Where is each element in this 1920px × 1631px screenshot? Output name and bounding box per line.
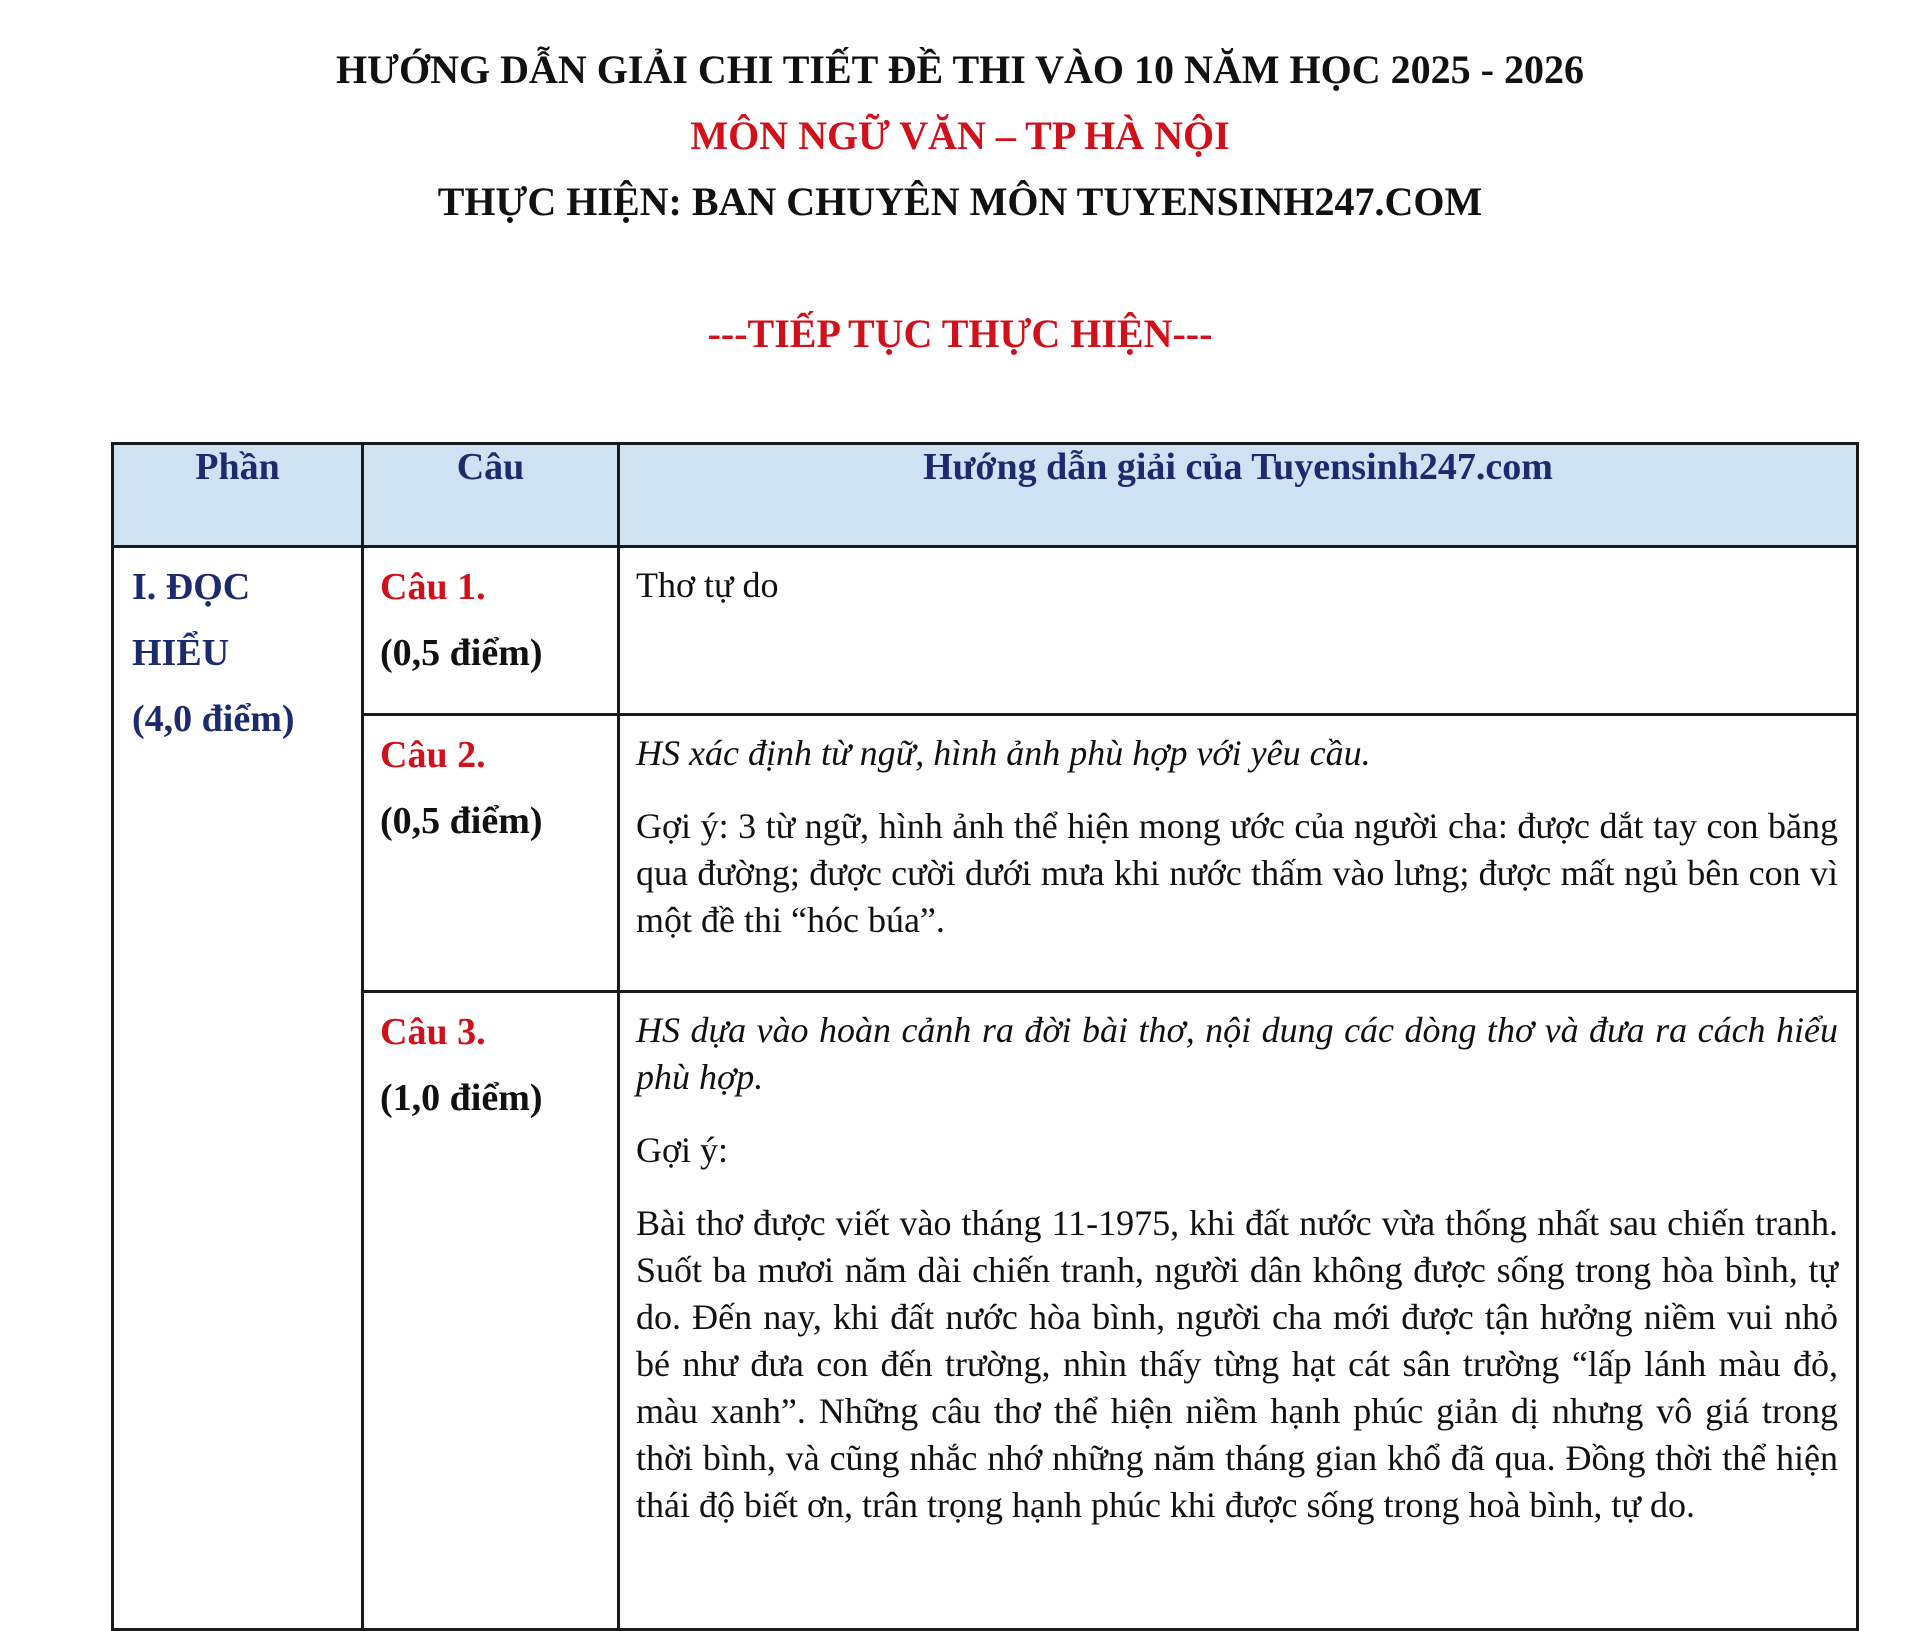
answer-text: Thơ tự do (636, 565, 779, 605)
author-line: THỰC HIỆN: BAN CHUYÊN MÔN TUYENSINH247.COM (437, 179, 1483, 224)
status-line: ---TIẾP TỤC THỰC HIỆN--- (707, 311, 1213, 356)
column-header-question: Câu (363, 444, 619, 547)
answer-instruction: HS dựa vào hoàn cảnh ra đời bài thơ, nội dung các dòng thơ và đưa ra cách hiểu phù hợp. (636, 1010, 1838, 1097)
table-row (113, 547, 1858, 715)
document-title: HƯỚNG DẪN GIẢI CHI TIẾT ĐỀ THI VÀO 10 NĂM HỌC 2025 - 2026 (336, 47, 1584, 92)
answer-explanation: Bài thơ được viết vào tháng 11-1975, khi đất nước vừa thống nhất sau chiến tranh. Suốt ba mươi năm dài chiến tranh, người dân không được sống trong hòa bình, tự do. Đến nay, khi đất nước hòa bình, người cha mới được tận hưởng niềm vui nhỏ bé như đưa con đến trường, nhìn thấy từng hạt cát sân trường “lấp lánh màu đỏ, màu xanh”. Những câu thơ thể hiện niềm hạnh phúc giản dị nhưng vô giá trong thời bình, và cũng nhắc nhớ những năm tháng gian khổ đã qua. Đồng thời thể hiện thái độ biết ơn, trân trọng hạnh phúc khi được sống trong hoà bình, tự do. (636, 1203, 1838, 1525)
question-points: (1,0 điểm) (380, 1077, 543, 1119)
answer-table (111, 442, 1859, 1631)
table-header-row (113, 444, 1858, 547)
question-cell (363, 992, 619, 1630)
question-cell (363, 547, 619, 715)
part-points: (4,0 điểm) (132, 698, 295, 740)
answer-instruction: HS xác định từ ngữ, hình ảnh phù hợp với yêu cầu. (636, 733, 1371, 773)
answer-cell (619, 992, 1858, 1630)
question-cell (363, 715, 619, 992)
table-row (113, 715, 1858, 992)
answer-hint-label: Gợi ý: (636, 1130, 729, 1170)
question-label: Câu 3. (380, 1011, 486, 1053)
question-points: (0,5 điểm) (380, 800, 543, 842)
answer-hint: Gợi ý: 3 từ ngữ, hình ảnh thể hiện mong ước của người cha: được dắt tay con băng qua đường; được cười dưới mưa khi nước thấm vào lưng; được mất ngủ bên con vì một đề thi “hóc búa”. (636, 806, 1838, 940)
answer-cell (619, 715, 1858, 992)
question-label: Câu 2. (380, 734, 486, 776)
answer-cell (619, 547, 1858, 715)
column-header-guide: Hướng dẫn giải của Tuyensinh247.com (619, 444, 1858, 547)
column-header-part: Phần (113, 444, 363, 547)
table-row (113, 992, 1858, 1630)
part-cell (113, 547, 363, 1630)
question-points: (0,5 điểm) (380, 632, 543, 674)
question-label: Câu 1. (380, 566, 486, 608)
subject-title: MÔN NGỮ VĂN – TP HÀ NỘI (690, 113, 1230, 158)
part-label-line1: I. ĐỌC (132, 566, 251, 608)
part-label-line2: HIỂU (132, 632, 230, 674)
